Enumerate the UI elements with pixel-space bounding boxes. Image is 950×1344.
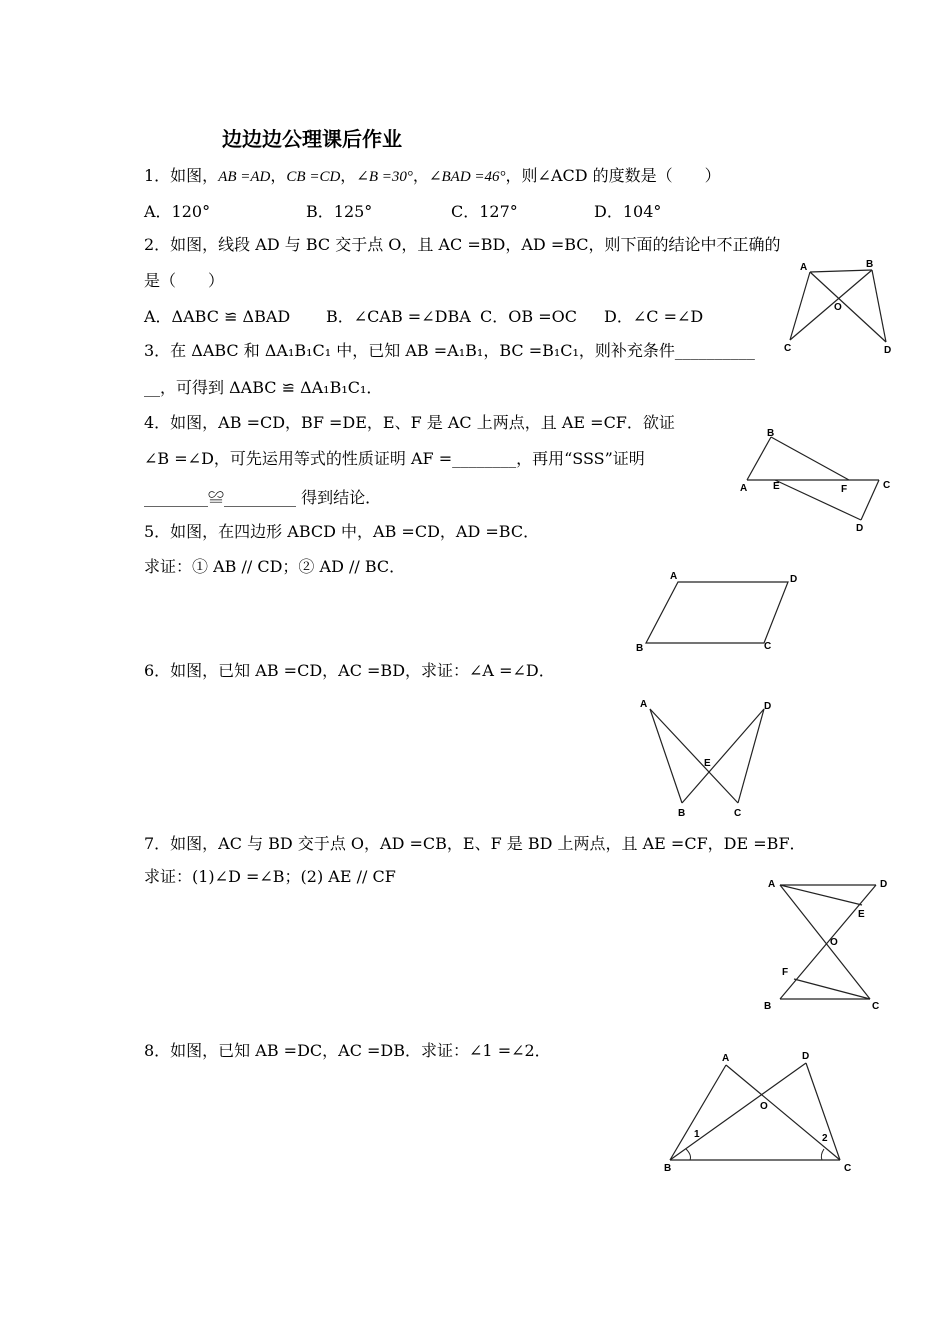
q7-seg-fc xyxy=(794,979,870,999)
q4-label-e: E xyxy=(773,481,780,492)
q6-label-a: A xyxy=(640,699,648,710)
q6-label-c: C xyxy=(734,808,742,819)
q2-seg-ab xyxy=(810,270,872,272)
q7-label-f: F xyxy=(782,967,789,978)
q8-text-1: 8．如图，已知 AB =DC，AC =DB．求证：∠1 =∠2． xyxy=(144,1041,551,1060)
q1-text: 1．如图， xyxy=(144,166,219,185)
q8-label-angle-1: 1 xyxy=(694,1129,700,1140)
q2-label-d: D xyxy=(884,345,892,356)
q7-label-d: D xyxy=(880,879,888,890)
q4-seg-ab xyxy=(747,437,771,480)
q2-label-b: B xyxy=(866,259,874,270)
q6-text-1: 6．如图，已知 AB =CD，AC =BD，求证：∠A =∠D． xyxy=(144,661,555,680)
q7-seg-ac xyxy=(780,885,870,999)
q4-seg-bf xyxy=(771,437,849,480)
q2-option-d: D．∠C =∠D xyxy=(604,307,704,326)
q7-seg-ae xyxy=(780,885,862,905)
q4-text-1: 4．如图，AB =CD，BF =DE，E、F 是 AC 上两点，且 AE =CF．欲证 xyxy=(144,413,675,432)
q2-seg-bc xyxy=(790,270,872,340)
q8-figure xyxy=(660,1045,860,1175)
q8-label-a: A xyxy=(722,1053,730,1064)
q2-option-a: A．ΔABC ≌ ΔBAD xyxy=(144,307,291,326)
q1-option-a: A．120° xyxy=(144,202,211,221)
q1-option-c: C．127° xyxy=(451,202,518,221)
q8-seg-ba xyxy=(670,1065,726,1160)
q2-text-1: 2．如图，线段 AD 与 BC 交于点 O，且 AC =BD，AD =BC，则下面的结论中不正确的 xyxy=(144,235,781,254)
q5-label-b: B xyxy=(636,643,644,654)
q2-text-2: 是（ ） xyxy=(144,271,225,290)
q1-cond-3: ∠B =30° xyxy=(356,169,413,185)
q5-text-1: 5．如图，在四边形 ABCD 中，AB =CD，AD =BC． xyxy=(144,522,540,541)
q2-figure xyxy=(780,258,900,358)
q2-seg-ac xyxy=(790,272,810,340)
q7-seg-db xyxy=(780,885,876,999)
q6-figure xyxy=(632,695,782,825)
q4-text-3: ________≌_________ 得到结论． xyxy=(144,488,382,507)
q8-label-d: D xyxy=(802,1051,810,1062)
q8-label-b: B xyxy=(664,1163,672,1174)
q4-label-b: B xyxy=(767,428,775,439)
q2-label-a: A xyxy=(800,262,808,273)
q1-option-d: D．104° xyxy=(594,202,662,221)
q7-text-2: 求证：(1)∠D =∠B；(2) AE // CF xyxy=(144,867,396,886)
q1-cond-2: CB =CD xyxy=(286,169,341,185)
q4-text-2: ∠B =∠D，可先运用等式的性质证明 AF =________，再用“SSS”证明 xyxy=(144,449,645,468)
q4-seg-cd xyxy=(861,480,879,520)
q7-label-e: E xyxy=(858,909,865,920)
q8-angle-2-arc xyxy=(821,1149,824,1160)
q5-label-a: A xyxy=(670,571,678,582)
question-1 xyxy=(144,163,721,186)
q2-option-b: B．∠CAB =∠DBA xyxy=(326,307,471,326)
q5-text-2: 求证：① AB // CD；② AD // BC． xyxy=(144,557,406,576)
q7-label-a: A xyxy=(768,879,776,890)
q4-figure xyxy=(735,425,905,537)
q1-tail: ，则∠ACD 的度数是（ ） xyxy=(505,166,721,185)
q7-text-1: 7．如图，AC 与 BD 交于点 O，AD =CB，E、F 是 BD 上两点，且 AE =CF，DE =BF． xyxy=(144,834,806,853)
q5-label-c: C xyxy=(764,641,772,652)
page-title: 边边边公理课后作业 xyxy=(222,127,402,151)
q8-label-angle-2: 2 xyxy=(822,1133,828,1144)
q1-sep: ， xyxy=(412,166,429,185)
q6-seg-ab xyxy=(650,709,682,803)
q6-label-d: D xyxy=(764,701,772,712)
q3-text-2: __，可得到 ΔABC ≌ ΔA₁B₁C₁． xyxy=(144,378,383,397)
q1-option-b: B．125° xyxy=(306,202,373,221)
q8-seg-db xyxy=(670,1063,806,1160)
q7-figure xyxy=(760,875,900,1015)
q4-label-c: C xyxy=(883,480,891,491)
q4-seg-ed xyxy=(775,480,861,520)
q1-sep: ， xyxy=(340,166,357,185)
q6-label-b: B xyxy=(678,808,686,819)
q8-label-c: C xyxy=(844,1163,852,1174)
q8-label-o: O xyxy=(760,1101,768,1112)
q4-label-d: D xyxy=(856,523,864,534)
q7-label-c: C xyxy=(872,1001,880,1012)
q7-label-o: O xyxy=(830,937,838,948)
q2-label-o: O xyxy=(834,302,842,313)
q6-label-e: E xyxy=(704,758,711,769)
q1-cond-4: ∠BAD =46° xyxy=(428,169,506,185)
q2-option-c: C．OB =OC xyxy=(480,307,577,326)
q4-label-a: A xyxy=(740,483,748,494)
q5-quadrilateral xyxy=(646,582,788,643)
q7-label-b: B xyxy=(764,1001,772,1012)
q5-figure xyxy=(632,565,812,660)
q1-cond-1: AB =AD xyxy=(218,169,271,185)
q5-label-d: D xyxy=(790,574,798,585)
q4-label-f: F xyxy=(841,484,848,495)
q8-angle-1-arc xyxy=(686,1149,691,1160)
q3-text-1: 3．在 ΔABC 和 ΔA₁B₁C₁ 中，已知 AB =A₁B₁，BC =B₁C₁，则补充条件__________ xyxy=(144,341,755,360)
q2-label-c: C xyxy=(784,343,792,354)
q1-sep: ， xyxy=(270,166,287,185)
